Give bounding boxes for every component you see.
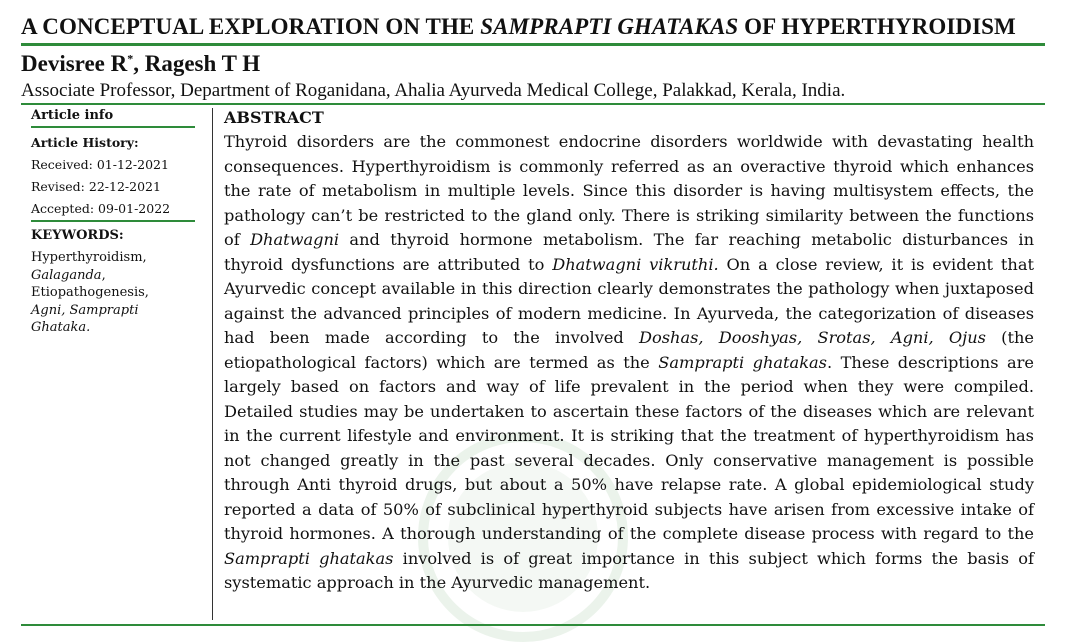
abstract-italic-2: Dhatwagni vikruthi.	[552, 254, 719, 274]
footer-divider	[21, 624, 1045, 626]
keywords-list	[31, 249, 195, 337]
abstract-text	[224, 130, 1034, 596]
article-history-label: Article History:	[31, 135, 139, 150]
abstract-seg-2: and thyroid hormone metabolism. The far reaching metabolic disturbances in thyroid dysfunctions are attributed to	[224, 230, 1034, 274]
author-2: , Ragesh T H	[133, 51, 261, 76]
corresponding-mark: *	[127, 51, 134, 66]
title-divider	[21, 43, 1045, 46]
authors	[21, 51, 260, 77]
author-1: Devisree R	[21, 51, 128, 76]
column-divider	[212, 108, 213, 620]
abstract-seg-5: . These descriptions are largely based on factors and way of life prevalent in the period when they were compiled. Detailed studies may be undertaken to ascertain these factors of the diseases which are relevant in the current lifestyle and environment. It is striking that the treatment of hyperthyroidism has not changed greatly in the past several decades. Only conservative management is possible through Anti thyroid drugs, but about a 50% have relapse rate. A global epidemiological study reported a data of 50% of subclinical hyperthyroid subjects have arisen from excessive intake of thyroid hormones. A thorough understanding of the complete disease process with regard to the	[224, 352, 1034, 543]
abstract-italic-3: Doshas, Dooshyas, Srotas, Agni, Ojus	[639, 328, 986, 347]
received-date: Received: 01-12-2021	[31, 157, 169, 172]
affiliation: Associate Professor, Department of Roganidana, Ahalia Ayurveda Medical College, Palakkad, Kerala, India.	[21, 80, 846, 101]
keyword-2-comma: ,	[101, 267, 106, 283]
abstract-seg-3: On a close review, it is evident that Ayurvedic concept available in this direction clearly demonstrates the pathology when juxtaposed against the advanced principles of modern medicine. In Ayurveda, the categorization of diseases had been made according to the involved	[224, 254, 1034, 347]
keyword-3: Etiopathogenesis,	[31, 285, 149, 300]
keyword-4	[31, 302, 195, 320]
abstract-italic-5: Samprapti ghatakas	[224, 548, 394, 568]
abstract-seg-4: (the etiopathological factors) which are termed as the	[224, 328, 1034, 372]
abstract-seg-1: Thyroid disorders are the commonest endocrine disorders worldwide with devastating health consequences. Hyperthyroidism is commonly referred as an overactive thyroid which enhances the rate of metabolism in multiple levels. Since this disorder is having multisystem effects, the pathology can’t be restricted to the gland only. There is striking similarity between the functions of	[224, 132, 1034, 249]
article-info-sidebar	[31, 108, 195, 337]
paper-title	[21, 14, 1045, 40]
keyword-5-text: Ghataka.	[31, 320, 91, 335]
abstract-italic-1: Dhatwagni	[250, 230, 340, 249]
revised-date: Revised: 22-12-2021	[31, 179, 161, 194]
header-divider	[21, 103, 1045, 105]
title-text-2: OF HYPERTHYROIDISM	[738, 14, 1016, 39]
keyword-4-text: Agni, Samprapti	[31, 302, 139, 318]
article-info-heading: Article info	[31, 108, 195, 128]
abstract-italic-4: Samprapti ghatakas	[658, 352, 827, 372]
abstract-seg-6: involved is of great importance in this subject which forms the basis of systematic approach in the Ayurvedic management.	[224, 548, 1034, 592]
accepted-date: Accepted: 09-01-2022	[31, 198, 195, 222]
abstract-heading: ABSTRACT	[224, 108, 324, 127]
keywords-heading: KEYWORDS:	[31, 228, 124, 243]
title-text-1: A CONCEPTUAL EXPLORATION ON THE	[21, 14, 481, 39]
keyword-2-text: Galaganda	[31, 267, 102, 283]
title-text-italic: SAMPRAPTI GHATAKAS	[480, 14, 739, 39]
keyword-5	[31, 319, 195, 337]
keyword-2	[31, 267, 195, 285]
keyword-1: Hyperthyroidism,	[31, 250, 147, 265]
